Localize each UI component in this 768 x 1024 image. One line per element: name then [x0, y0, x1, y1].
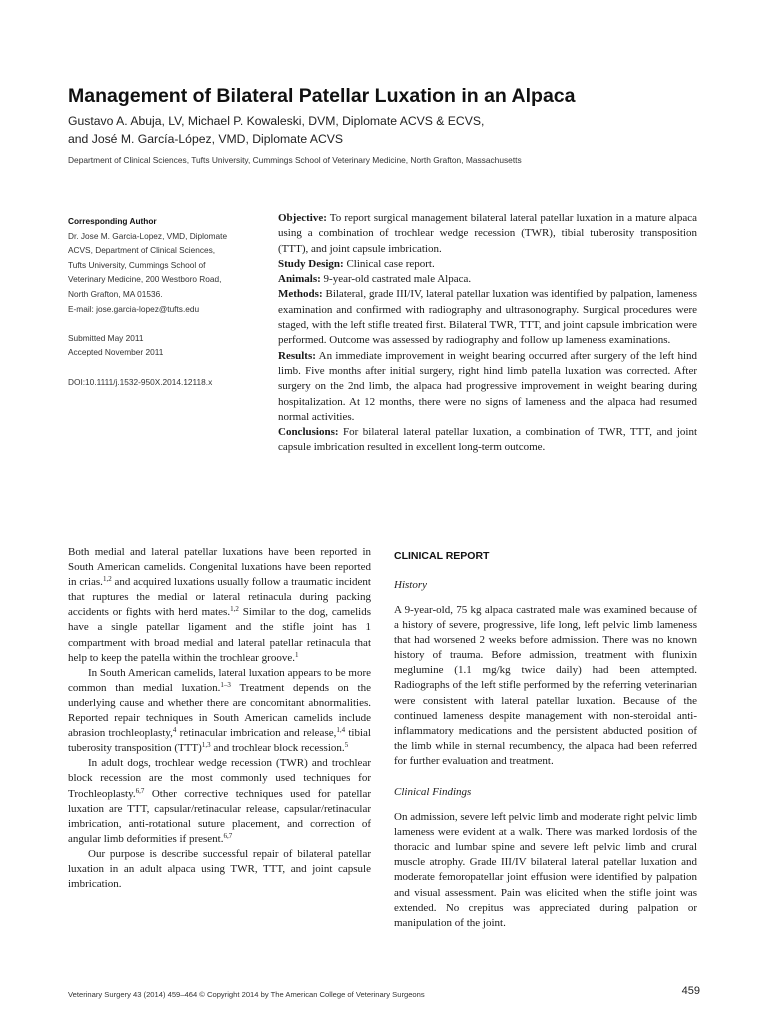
section-heading: CLINICAL REPORT	[394, 550, 490, 562]
citation-ref[interactable]: 4	[172, 726, 177, 735]
accepted-date: Accepted November 2011	[68, 347, 164, 358]
author-list	[68, 112, 708, 148]
abstract-label: Animals:	[278, 273, 321, 286]
intro-paragraph: Both medial and lateral patellar luxations have been reported in South American camelids. Congenital luxations have been reported in crias.$^{1,2}$ and acquired luxations usually follow a traumatic incident that ruptures the medial or lateral retinacula during packing accidents or fights with herd mates.$^{1,2}$ Similar to the dog, camelids have a single patellar ligament and the stifle joint has 1 compartment with broad medial and lateral patellar retinacula that help to keep the patella within the trochlear groove.$^1$	[68, 546, 372, 664]
author-line: Gustavo A. Abuja, LV, Michael P. Kowaleski, DVM, Diplomate ACVS & ECVS,	[68, 114, 485, 128]
intro-paragraph: In South American camelids, lateral luxation appears to be more common than medial luxation.$^{1-3}$ Treatment depends on the underlying cause and whether there are concomitant abnormalities. Reported repair techniques in South American camelids include abrasion trochleoplasty,$^4$ retinacular imbrication and release,$^{1,4}$ tibial tuberosity transposition (TTT)$^{1,3}$ and trochlear block recession.$^5$	[68, 666, 371, 755]
abstract-results	[278, 349, 697, 425]
address-line: ACVS, Department of Clinical Sciences,	[68, 245, 216, 256]
affiliation: Department of Clinical Sciences, Tufts University, Cummings School of Veterinary Medicine, North Grafton, Massachusetts	[68, 155, 522, 165]
article-title: Management of Bilateral Patellar Luxation in an Alpaca	[68, 85, 576, 107]
address-line: Tufts University, Cummings School of	[68, 259, 206, 270]
abstract-text: 9-year-old castrated male Alpaca.	[323, 273, 472, 286]
abstract-label: Results:	[278, 349, 316, 362]
abstract-label: Study Design:	[278, 257, 344, 270]
citation-ref[interactable]: 1–3	[220, 680, 231, 689]
citation-ref[interactable]: 1,2	[102, 575, 112, 584]
history-paragraph: A 9-year-old, 75 kg alpaca castrated male was examined because of a history of severe, progressive, life long, left pelvic limb lameness that had worsened 2 weeks before admission. There was no known history of trauma. Before admission, treatment with flunixin meglumine (1.1 mg/kg twice daily) had been attempted. Radiographs of the left stifle performed by the referring veterinarian were consistent with lateral patellar luxation. Because of the continued lameness despite management with non-steroidal anti-inflammatory medications and the persistent abducted position of the limb while in sternal recumbency, the alpaca had been referred for further evaluation and treatment.	[394, 604, 697, 767]
abstract-conclusions	[278, 425, 697, 456]
author-line: and José M. García-López, VMD, Diplomate ACVS	[68, 132, 344, 146]
citation-ref[interactable]: 5	[344, 741, 349, 750]
abstract	[278, 211, 697, 456]
abstract-animals	[278, 272, 697, 287]
citation-ref[interactable]: 1	[294, 650, 299, 659]
citation-ref[interactable]: 1,3	[201, 741, 211, 750]
abstract-text: To report surgical management bilateral lateral patellar luxation in a mature alpaca using a combination of trochlear wedge recession (TWR), tibial tuberosity transposition (TTT), and joint capsule imbrication.	[278, 212, 697, 255]
journal-citation-footer: Veterinary Surgery 43 (2014) 459–464 © Copyright 2014 by The American College of Veterinary Surgeons	[68, 990, 425, 999]
address-line: Veterinary Medicine, 200 Westboro Road,	[68, 274, 222, 285]
abstract-label: Objective:	[278, 212, 327, 224]
doi[interactable]: DOI:10.1111/j.1532-950X.2014.12118.x	[68, 376, 213, 387]
intro-paragraph: Our purpose is describe successful repair of bilateral patellar luxation in an adult alpaca using TWR, TTT, and joint capsule imbrication.	[68, 847, 371, 891]
abstract-label: Methods:	[278, 288, 323, 301]
abstract-label: Conclusions:	[278, 426, 339, 439]
abstract-methods	[278, 287, 697, 348]
abstract-design	[278, 257, 697, 272]
email-line[interactable]: E-mail: jose.garcia-lopez@tufts.edu	[68, 303, 200, 314]
intro-paragraph: In adult dogs, trochlear wedge recession (TWR) and trochlear block recession are the most commonly used techniques for Trochleoplasty.$^{6,7}$ Other corrective techniques used for patellar luxation are TTT, capsular/retinacular release, capsular/retinacular imbrication, anti-rotational suture placement, and correction of angular limb deformities if present.$^{6,7}$	[68, 757, 371, 845]
abstract-text: For bilateral lateral patellar luxation, a combination of TWR, TTT, and joint capsule imbrication resulted in excellent long-term outcome.	[278, 426, 698, 454]
abstract-text: Clinical case report.	[346, 257, 435, 270]
page-number: 459	[681, 985, 700, 997]
address-line: North Grafton, MA 01536.	[68, 288, 163, 299]
citation-ref[interactable]: 1,2	[230, 605, 239, 614]
abstract-objective	[278, 211, 697, 257]
abstract-text: Bilateral, grade III/IV, lateral patellar luxation was identified by palpation, lameness examination and confirmed with radiography and ultrasonography. Surgical procedures were staged, with the left stifle treated first. Bilateral TWR, TTT, and joint capsule imbrication were performed. Outcome was assessed by radiography and follow up lameness examinations.	[278, 288, 697, 347]
introduction-column	[68, 545, 371, 892]
submitted-date: Submitted May 2011	[68, 332, 144, 343]
subsection-heading-findings: Clinical Findings	[394, 786, 472, 799]
subsection-heading-history: History	[394, 579, 427, 591]
address-line: Dr. Jose M. Garcia-Lopez, VMD, Diplomate	[68, 230, 228, 241]
findings-paragraph: On admission, severe left pelvic limb and moderate right pelvic limb lameness were evident at a walk. There was marked lordosis of the thoracic and lumbar spine and severe left pelvic limb and crural muscle atrophy. Grade III/IV bilateral lateral patellar luxation and moderate femoropatellar joint effusion were identified by palpation and visual assessment. Pain was elicited when the stifle joint was extended. No crepitus was appreciated during palpation or manipulation of the joint.	[394, 811, 697, 929]
citation-ref[interactable]: 6,7	[223, 831, 233, 840]
clinical-report-column	[394, 545, 697, 931]
corresponding-author-label: Corresponding Author	[68, 216, 157, 226]
citation-ref[interactable]: 1,4	[336, 726, 346, 735]
abstract-text: An immediate improvement in weight bearing occurred after surgery of the left hind limb. Five months after initial surgery, right hind limb patella luxation was corrected. After surgery on the 2nd limb, the alpaca had progressive improvement in weight bearing during hospitalization. At 12 months, there were no signs of lameness and the alpaca had resumed normal activities.	[278, 349, 697, 423]
citation-ref[interactable]: 6,7	[135, 786, 145, 795]
article-info-sidebar	[68, 214, 268, 389]
